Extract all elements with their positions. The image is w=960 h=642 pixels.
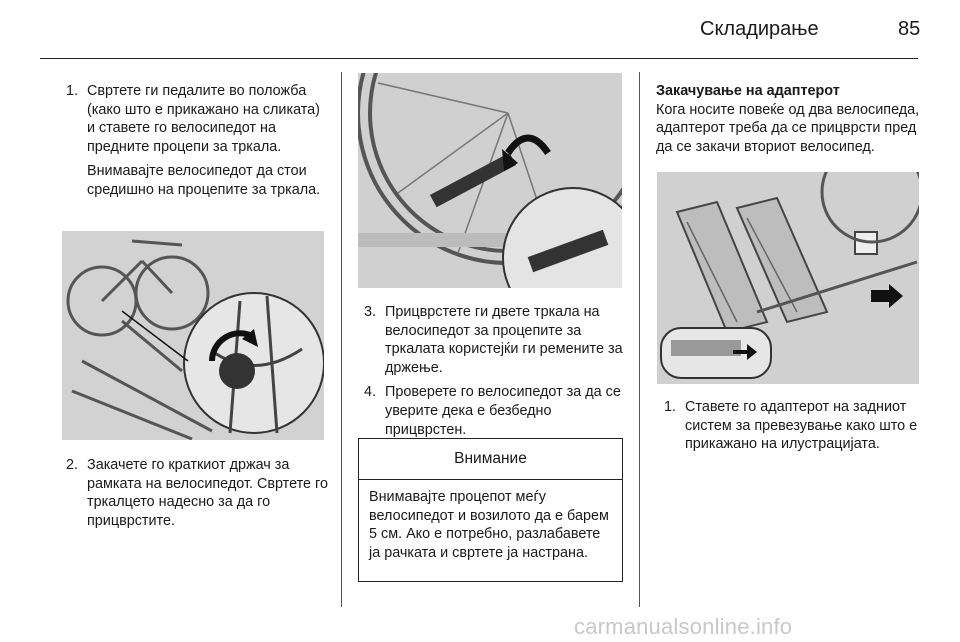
right-column-text-bottom <box>664 398 926 454</box>
left-column-text-bottom <box>66 456 328 530</box>
page-number: 85 <box>898 18 921 40</box>
watermark: carmanualsonline.info <box>574 614 793 639</box>
section-heading: Закачување на адаптерот <box>656 83 840 99</box>
step-1-number: 1. <box>66 83 79 99</box>
step-2-text: Закачете го краткиот држач за рамката на велосипедот. Свртете го тркалцето надесно за да го прицврстите. <box>87 457 328 529</box>
wheel-strap-illustration <box>358 73 622 288</box>
notice-heading: Внимание <box>359 439 622 480</box>
middle-column-text <box>364 303 626 439</box>
adapter-step-1 <box>664 398 926 454</box>
column-divider-left <box>341 72 342 607</box>
figure-bike-clamp <box>62 231 324 440</box>
adapter-illustration <box>657 172 919 384</box>
step-1 <box>66 82 328 156</box>
adapter-step-1-text: Ставете го адаптерот на задниот систем за превезување како што е прикажано на илустрацијата. <box>685 399 918 453</box>
column-divider-right <box>639 72 640 607</box>
header-divider <box>40 58 918 59</box>
step-2-number: 2. <box>66 457 79 473</box>
bike-clamp-illustration <box>62 231 324 440</box>
step-4-number: 4. <box>364 384 377 401</box>
step-3-number: 3. <box>364 304 377 320</box>
notice-body: Внимавајте процепот меѓу велосипедот и возилото да е барем 5 см. Ако е потребно, разлабавете ја рачката и свртете ја настрана. <box>369 489 609 561</box>
step-4 <box>364 383 626 439</box>
figure-wheel-strap <box>358 73 622 288</box>
figure-adapter <box>657 172 919 384</box>
step-1-text: Свртете ги педалите во положба (како што е прикажано на сликата) и ставете го велосипедот на предните процепи за тркала. <box>87 83 320 155</box>
left-column-text-top <box>66 82 328 200</box>
notice-box <box>358 438 623 582</box>
step-4-text: Проверете го велосипедот за да се уверите дека е безбедно прицврстен. <box>385 384 621 438</box>
step-2 <box>66 456 328 530</box>
section-intro: Кога носите повеќе од два велосипеда, адаптерот треба да се прицврсти пред да се закачи вториот велосипед. <box>656 101 920 155</box>
adapter-step-1-number: 1. <box>664 399 677 415</box>
right-column-text-top <box>656 82 926 156</box>
step-3 <box>364 303 626 377</box>
step-1-note: Внимавајте велосипедот да стои средишно на процепите за тркала. <box>87 163 321 198</box>
step-3-text: Прицврстете ги двете тркала на велосипедот за процепите за тркалата користејќи ги ремените за држење. <box>385 304 623 376</box>
page-title: Складирање <box>700 18 819 40</box>
